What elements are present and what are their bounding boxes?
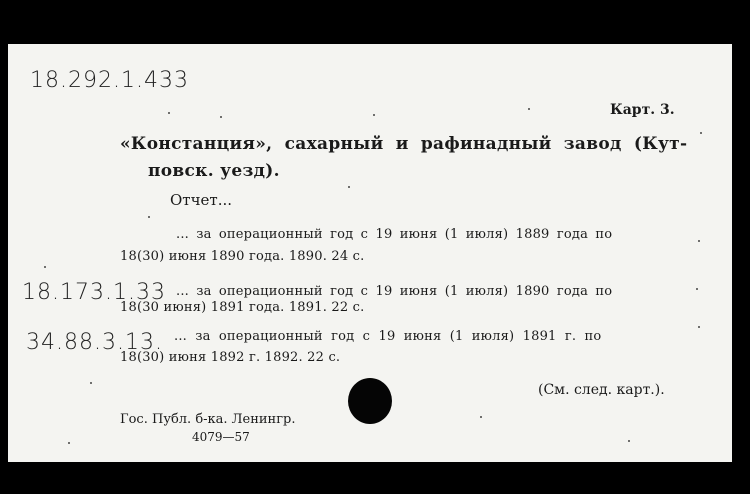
shelfmark-top: 18.292.1.433	[30, 68, 189, 93]
scan-speck	[148, 216, 150, 218]
entry-2-shelfmark: 18.173.1.33	[22, 280, 166, 305]
report-label: Отчет...	[170, 191, 232, 209]
scan-speck	[698, 326, 700, 328]
entry-1-line-2: 18(30) июня 1890 года. 1890. 24 с.	[120, 249, 365, 264]
card-number: Карт. 3.	[610, 102, 675, 118]
scan-speck	[373, 114, 375, 116]
entry-3-line-1: ... за операционный год с 19 июня (1 июля) 1891 г. по	[174, 329, 602, 344]
entry-2-line-1: ... за операционный год с 19 июня (1 июля) 1890 года по	[176, 284, 613, 299]
title-line-2: повск. уезд).	[148, 161, 280, 181]
print-code: 4079—57	[192, 430, 250, 444]
scan-speck	[700, 132, 702, 134]
title-line-1: «Констанция», сахарный и рафинадный завод (Кут-	[120, 134, 688, 154]
library-stamp: Гос. Публ. б-ка. Ленингр.	[120, 412, 296, 427]
scan-speck	[696, 288, 698, 290]
scan-speck	[480, 416, 482, 418]
entry-3-line-2: 18(30) июня 1892 г. 1892. 22 с.	[120, 350, 341, 365]
scan-speck	[44, 266, 46, 268]
see-next-card: (См. след. карт.).	[538, 382, 665, 398]
scan-speck	[348, 186, 350, 188]
scan-speck	[220, 116, 222, 118]
scan-speck	[698, 240, 700, 242]
entry-1-line-1: ... за операционный год с 19 июня (1 июля) 1889 года по	[176, 227, 613, 242]
punch-hole	[348, 378, 392, 424]
scan-speck	[90, 382, 92, 384]
scan-speck	[168, 112, 170, 114]
scan-speck	[528, 108, 530, 110]
scan-speck	[68, 442, 70, 444]
scan-speck	[628, 440, 630, 442]
entry-2-line-2: 18(30 июня) 1891 года. 1891. 22 с.	[120, 300, 365, 315]
entry-3-shelfmark: 34.88.3.13.	[26, 330, 163, 355]
